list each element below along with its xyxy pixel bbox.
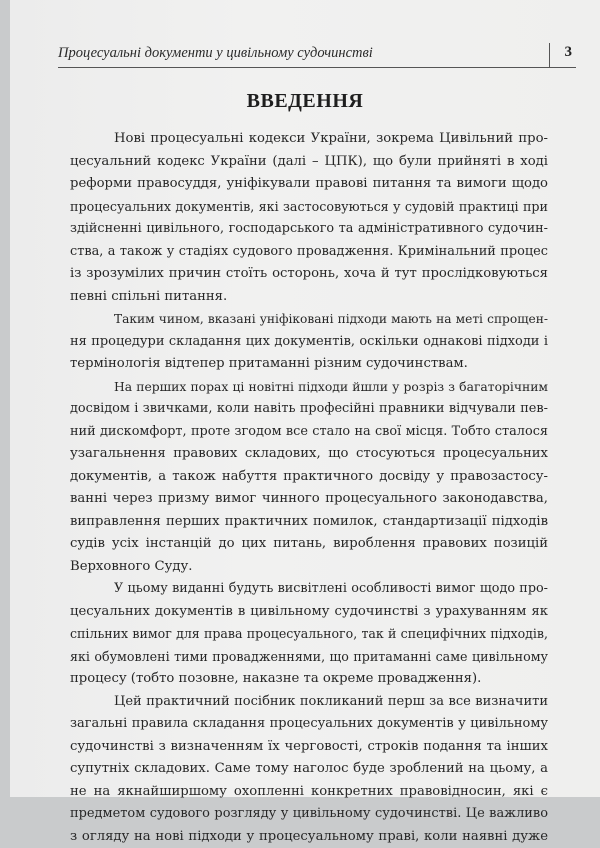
text-line: документів, а також набуття практичного досвіду у правозастосу- xyxy=(70,466,548,489)
text-line: ний дискомфорт, проте згодом все стало на свої місця. Тобто сталося xyxy=(70,421,548,444)
text-line: ства, а також у стадіях судового провадження. Кримінальний процес xyxy=(70,241,548,264)
text-line: супутніх складових. Саме тому наголос буде зроблений на цьому, а xyxy=(70,758,548,781)
body-text xyxy=(70,128,548,848)
text-line: які обумовлені тими провадженнями, що притаманні саме цивільному xyxy=(70,646,548,669)
text-line: певні спільні питання. xyxy=(70,286,548,309)
section-heading: ВВЕДЕННЯ xyxy=(10,90,600,113)
text-line: Верховного Суду. xyxy=(70,556,548,579)
running-head-divider xyxy=(549,43,550,67)
text-line: узагальнення правових складових, що стосуються процесуальних xyxy=(70,443,548,466)
text-line: не на якнайширшому охопленні конкретних правовідносин, які є xyxy=(70,781,548,804)
text-line: досвідом і звичками, коли навіть професійні правники відчували пев- xyxy=(70,398,548,421)
text-line: Нові процесуальні кодекси України, зокрема Цивільний про- xyxy=(70,128,548,151)
text-line: судочинстві з визначенням їх черговості, строків подання та інших xyxy=(70,736,548,759)
text-line: процесуальних документів, які застосовуються у судовій практиці при xyxy=(70,196,548,219)
text-line: термінологія відтепер притаманні різним судочинствам. xyxy=(70,353,548,376)
text-line: судів усіх інстанцій до цих питань, вироблення правових позицій xyxy=(70,533,548,556)
text-line: ня процедури складання цих документів, оскільки однакові підходи і xyxy=(70,331,548,354)
book-page xyxy=(10,0,600,797)
text-line: У цьому виданні будуть висвітлені особливості вимог щодо про- xyxy=(70,578,548,601)
text-line: із зрозумілих причин стоїть осторонь, хоча й тут прослідковуються xyxy=(70,263,548,286)
running-head-title: Процесуальні документи у цивільному судочинстві xyxy=(58,45,373,62)
text-line: реформи правосуддя, уніфікували правові питання та вимоги щодо xyxy=(70,173,548,196)
text-line: цесуальних документів в цивільному судочинстві з урахуванням як xyxy=(70,601,548,624)
text-line: Цей практичний посібник покликаний перш за все визначити xyxy=(70,691,548,714)
text-line: цесуальний кодекс України (далі – ЦПК), що були прийняті в ході xyxy=(70,151,548,174)
text-line: процесу (тобто позовне, наказне та окреме провадження). xyxy=(70,668,548,691)
text-line: здійсненні цивільного, господарського та адміністративного судочин- xyxy=(70,218,548,241)
text-line: виправлення перших практичних помилок, стандартизації підходів xyxy=(70,511,548,534)
text-line: предметом судового розгляду у цивільному судочинстві. Це важливо xyxy=(70,803,548,826)
text-line: загальні правила складання процесуальних документів у цивільному xyxy=(70,713,548,736)
text-line: з огляду на нові підходи у процесуальному праві, коли наявні дуже xyxy=(70,826,548,848)
text-line: На перших порах ці новітні підходи йшли у розріз з багаторічним xyxy=(70,376,548,399)
running-head xyxy=(58,43,576,68)
page-number: 3 xyxy=(565,44,573,61)
text-line: спільних вимог для права процесуального, так й специфічних підходів, xyxy=(70,623,548,646)
text-line: ванні через призму вимог чинного процесуального законодавства, xyxy=(70,488,548,511)
text-line: Таким чином, вказані уніфіковані підходи мають на меті спрощен- xyxy=(70,308,548,331)
